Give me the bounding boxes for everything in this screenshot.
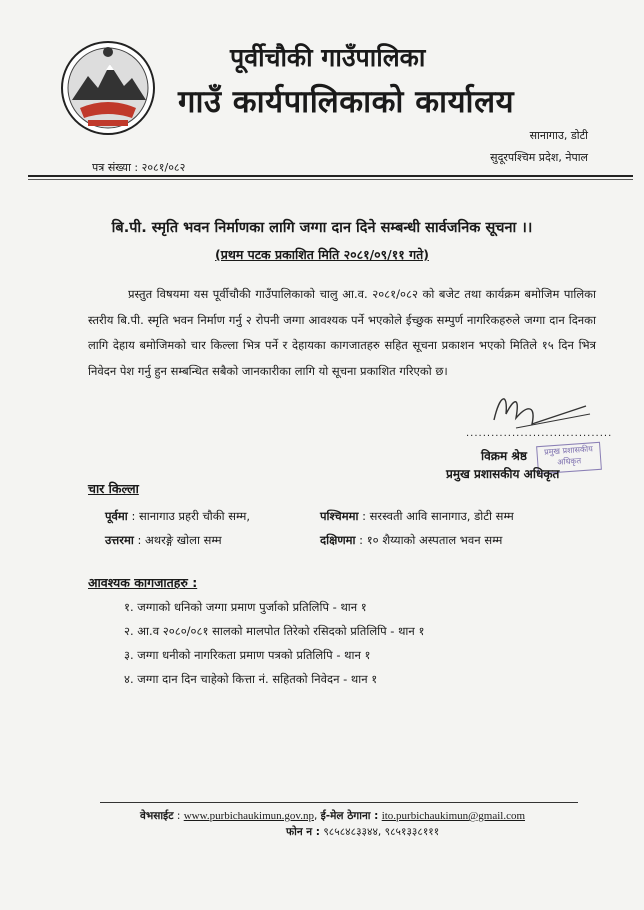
documents-list (124, 595, 424, 691)
boundary-north-label: उत्तरमा (105, 533, 134, 547)
signature-line: ................................... (466, 428, 613, 439)
list-item: २. आ.व २०८०/०८१ सालको मालपोत तिरेको रसिदको प्रतिलिपि - थान १ (124, 624, 425, 638)
documents-heading: आवश्यक कागजातहरु : (88, 575, 198, 590)
municipality-name: पूर्वीचौकी गाउँपालिका (230, 43, 426, 72)
office-name: गाउँ कार्यपालिकाको कार्यालय (178, 84, 515, 120)
stamp-text: प्रमुख प्रशासकीय अधिकृत (543, 444, 594, 467)
notice-title: बि.पी. स्मृति भवन निर्माणका लागि जग्गा दान दिने सम्बन्धी सार्वजनिक सूचना ।। (111, 220, 533, 236)
footer-phone-line (286, 825, 439, 839)
phone-numbers: ९८५८४८३३४४, ९८५१३३८१११ (323, 826, 440, 838)
boundary-south-label: दक्षिणमा (320, 533, 356, 547)
notice-subtitle: (प्रथम पटक प्रकाशित मिति २०८१/०९/११ गते) (215, 247, 429, 262)
boundary-north (105, 533, 222, 548)
phone-label: फोन न : (286, 826, 320, 838)
boundary-east-label: पूर्वमा (105, 509, 128, 523)
email-label: ई-मेल ठेगाना : (320, 810, 379, 822)
nepal-emblem-icon (58, 38, 158, 138)
notice-body-text: प्रस्तुत विषयमा यस पूर्वीचौकी गाउँपालिकाको चालु आ.व. २०८१/०८२ को बजेट तथा कार्यक्रम बमोजिम पालिका स्तरीय बि.पी. स्मृति भवन निर्माण गर्नु २ रोपनी जग्गा आवश्यक पर्ने भएकोले ईच्छुक सम्पुर्ण नागरिकहरुले जग्गा दान दिनका लागि देहाय बमोजिमको चार किल्ला भित्र पर्ने र देहायका कागजातहरु सहित सूचना प्रकाशन भएको मितिले १५ दिन भित्र निवेदन पेश गर्नु हुन सम्बन्धित सबैको जानकारीका लागि यो सूचना प्रकाशित गरिएको छ। (88, 287, 596, 378)
address-line-2: सुदूरपश्चिम प्रदेश, नेपाल (490, 151, 588, 164)
header-divider (28, 175, 633, 177)
address-line-1: सानागाउ, डोटी (529, 129, 588, 142)
reference-number: पत्र संख्या : २०८१/०८२ (92, 161, 186, 174)
boundary-south (320, 533, 502, 548)
signatory-name: विक्रम श्रेष्ठ (481, 449, 527, 463)
boundary-east (105, 509, 250, 524)
boundary-west (320, 509, 514, 524)
boundaries-heading: चार किल्ला (88, 481, 139, 496)
list-item: १. जग्गाको धनिको जग्गा प्रमाण पुर्जाको प्रतिलिपि - थान १ (124, 600, 367, 614)
email-link[interactable]: ito.purbichaukimun@gmail.com (381, 810, 526, 822)
header-divider-thin (28, 179, 633, 180)
boundary-west-label: पश्चिममा (320, 509, 359, 523)
boundary-east-value: : सानागाउ प्रहरी चौकी सम्म, (131, 509, 250, 523)
signature-scribble-icon (486, 384, 596, 434)
list-item: ३. जग्गा धनीको नागरिकता प्रमाण पत्रको प्रतिलिपि - थान १ (124, 648, 371, 662)
footer-divider (100, 802, 578, 803)
footer-contact-line: वेभसाईट : www.purbichaukimun.gov.np, ई-मेल ठेगाना : ito.purbichaukimun@gmail.com (140, 810, 526, 822)
signatory-designation: प्रमुख प्रशासकीय अधिकृत (446, 467, 560, 481)
list-item: ४. जग्गा दान दिन चाहेको कित्ता नं. सहितको निवेदन - थान १ (124, 672, 378, 686)
website-label: वेभसाईट (140, 810, 174, 822)
boundary-south-value: : १० शैय्याको अस्पताल भवन सम्म (359, 533, 503, 547)
boundary-west-value: : सरस्वती आवि सानागाउ, डोटी सम्म (362, 509, 514, 523)
website-link[interactable]: www.purbichaukimun.gov.np (183, 810, 314, 822)
boundary-north-value: : अथरङ्गे खोला सम्म (137, 533, 222, 547)
notice-body (88, 282, 596, 384)
